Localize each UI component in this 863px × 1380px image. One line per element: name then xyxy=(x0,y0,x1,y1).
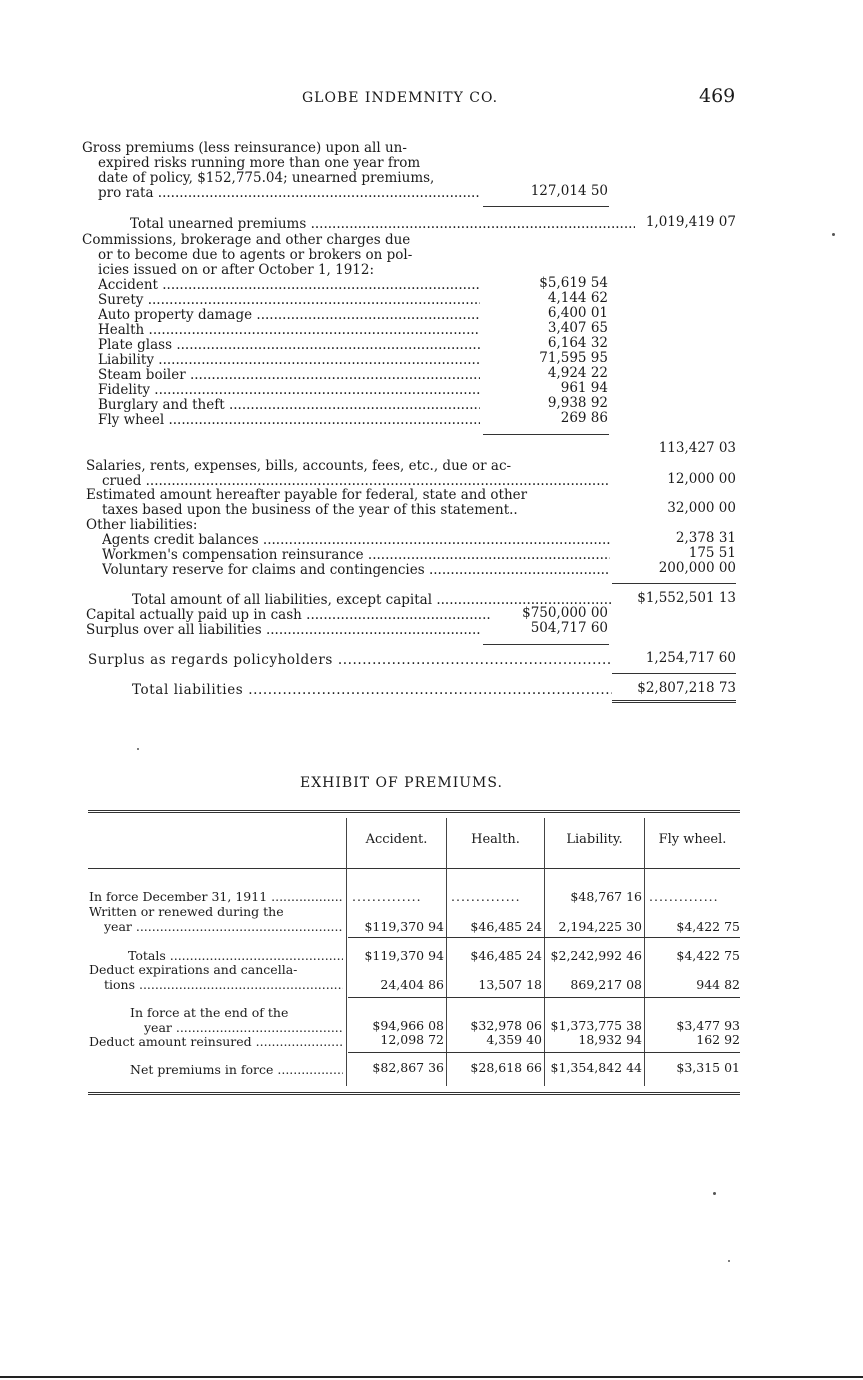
table-cell: 13,507 18 xyxy=(478,977,542,992)
column-divider xyxy=(446,818,447,1086)
commission-item-value: $5,619 54 xyxy=(539,275,608,291)
cell-rule xyxy=(348,937,740,938)
scan-speck xyxy=(728,1260,730,1262)
other-liability-label: Voluntary reserve for claims and contingencies ..... xyxy=(102,563,610,578)
subtotal-rule xyxy=(483,434,609,435)
commission-item-value: 4,924 22 xyxy=(547,365,608,381)
commission-item-value: 71,595 95 xyxy=(539,350,608,366)
table-row-label: year ..... xyxy=(144,1021,343,1035)
commissions-line: Commissions, brokerage and other charges due xyxy=(82,232,411,248)
table-row-label: year ..... xyxy=(104,920,343,934)
column-divider xyxy=(544,818,545,1086)
scan-speck xyxy=(137,748,139,750)
table-cell: $94,966 08 xyxy=(372,1018,444,1033)
surplus-policyholders-value: 1,254,717 60 xyxy=(645,650,736,666)
column-divider xyxy=(644,818,645,1086)
table-cell: 18,932 94 xyxy=(578,1032,642,1047)
other-liability-label: Workmen's compensation reinsurance ..... xyxy=(102,548,610,563)
gross-premiums-value: 127,014 50 xyxy=(530,183,608,199)
column-header: Health. xyxy=(471,832,520,847)
grand-total-double-rule xyxy=(612,700,736,703)
surplus-label: Surplus over all liabilities ..... xyxy=(86,623,480,638)
table-cell: $48,767 16 xyxy=(570,889,642,904)
commission-item-label: Burglary and theft ..... xyxy=(98,398,480,413)
page-number: 469 xyxy=(699,85,736,107)
commission-item-value: 961 94 xyxy=(560,380,608,396)
table-row-label: Totals ..... xyxy=(128,949,343,963)
empty-cell-leader: .............. xyxy=(352,890,422,904)
taxes-line: taxes based upon the business of the year of this statement.. xyxy=(102,502,518,518)
table-cell: 944 82 xyxy=(696,977,740,992)
surplus-value: 504,717 60 xyxy=(530,620,608,636)
table-cell: $1,354,842 44 xyxy=(550,1060,642,1075)
salaries-line: Salaries, rents, expenses, bills, accounts, fees, etc., due or ac- xyxy=(86,458,512,474)
table-top-rule xyxy=(88,810,740,813)
commission-item-label: Accident ..... xyxy=(98,278,480,293)
table-row-label: Net premiums in force ..... xyxy=(130,1063,343,1077)
column-divider xyxy=(346,818,347,1086)
commission-item-label: Plate glass ..... xyxy=(98,338,480,353)
commissions-total: 113,427 03 xyxy=(658,440,736,456)
table-cell: $32,978 06 xyxy=(470,1018,542,1033)
table-bottom-rule xyxy=(88,1092,740,1095)
cell-rule xyxy=(348,997,740,998)
scan-speck xyxy=(832,233,835,236)
empty-cell-leader: .............. xyxy=(649,890,719,904)
total-all-liabilities-label: Total amount of all liabilities, except capital ..... xyxy=(132,593,612,608)
table-cell: 869,217 08 xyxy=(570,977,642,992)
table-cell: $3,315 01 xyxy=(676,1060,740,1075)
column-header: Liability. xyxy=(566,832,623,847)
empty-cell-leader: .............. xyxy=(451,890,521,904)
commissions-line: or to become due to agents or brokers on pol- xyxy=(98,247,413,263)
commission-item-label: Fly wheel ..... xyxy=(98,413,480,428)
table-cell: $119,370 94 xyxy=(364,919,444,934)
running-header: GLOBE INDEMNITY CO. xyxy=(302,90,499,106)
other-liabilities-heading: Other liabilities: xyxy=(86,517,198,533)
commission-item-value: 6,164 32 xyxy=(547,335,608,351)
subtotal-rule xyxy=(612,673,736,674)
gross-premiums-line: pro rata ..... xyxy=(98,186,480,201)
total-liabilities-label: Total liabilities ..... xyxy=(132,683,612,698)
commission-item-label: Liability ..... xyxy=(98,353,480,368)
capital-label: Capital actually paid up in cash ..... xyxy=(86,608,490,623)
commission-item-label: Steam boiler ..... xyxy=(98,368,480,383)
commission-item-value: 3,407 65 xyxy=(547,320,608,336)
exhibit-title: EXHIBIT OF PREMIUMS. xyxy=(300,775,503,791)
gross-premiums-line: expired risks running more than one year from xyxy=(98,155,421,171)
cell-rule xyxy=(348,1052,740,1053)
table-cell: $82,867 36 xyxy=(372,1060,444,1075)
table-cell: 2,194,225 30 xyxy=(558,919,642,934)
commission-item-value: 6,400 01 xyxy=(547,305,608,321)
commissions-line: icies issued on or after October 1, 1912: xyxy=(98,262,375,278)
column-header: Fly wheel. xyxy=(658,832,727,847)
gross-premiums-line: Gross premiums (less reinsurance) upon all un- xyxy=(82,140,407,156)
table-row-label: In force December 31, 1911 ..... xyxy=(89,890,343,904)
header-rule xyxy=(88,868,740,869)
table-cell: $28,618 66 xyxy=(470,1060,542,1075)
table-row-label: tions ..... xyxy=(104,978,343,992)
table-row-label: Deduct amount reinsured ..... xyxy=(89,1035,343,1049)
table-cell: 12,098 72 xyxy=(380,1032,444,1047)
subtotal-rule xyxy=(483,644,609,645)
commission-item-label: Fidelity ..... xyxy=(98,383,480,398)
table-cell: $4,422 75 xyxy=(676,919,740,934)
commission-item-value: 4,144 62 xyxy=(547,290,608,306)
capital-value: $750,000 00 xyxy=(522,605,608,621)
total-unearned-value: 1,019,419 07 xyxy=(645,214,736,230)
column-header: Accident. xyxy=(365,832,428,847)
surplus-policyholders-label: Surplus as regards policyholders ..... xyxy=(88,653,612,668)
subtotal-rule xyxy=(483,206,609,207)
table-row-label: Deduct expirations and cancella- xyxy=(89,962,298,977)
commission-item-label: Surety ..... xyxy=(98,293,480,308)
scan-speck xyxy=(713,1192,716,1195)
table-cell: $2,242,992 46 xyxy=(550,948,642,963)
scan-edge xyxy=(0,1376,863,1378)
salaries-value: 12,000 00 xyxy=(667,471,736,487)
subtotal-rule xyxy=(612,583,736,584)
gross-premiums-line: date of policy, $152,775.04; unearned premiums, xyxy=(98,170,435,186)
total-liabilities-value: $2,807,218 73 xyxy=(637,680,736,696)
commission-item-label: Health ..... xyxy=(98,323,480,338)
total-all-liabilities-value: $1,552,501 13 xyxy=(637,590,736,606)
salaries-line: crued ..... xyxy=(102,474,610,489)
table-cell: $46,485 24 xyxy=(470,948,542,963)
other-liability-value: 2,378 31 xyxy=(675,530,736,546)
table-cell: $3,477 93 xyxy=(676,1018,740,1033)
other-liability-value: 200,000 00 xyxy=(658,560,736,576)
table-cell: $46,485 24 xyxy=(470,919,542,934)
total-unearned-label: Total unearned premiums ..... xyxy=(130,217,635,232)
taxes-value: 32,000 00 xyxy=(667,500,736,516)
commission-item-value: 9,938 92 xyxy=(547,395,608,411)
other-liability-label: Agents credit balances ..... xyxy=(102,533,610,548)
table-cell: $4,422 75 xyxy=(676,948,740,963)
commission-item-value: 269 86 xyxy=(560,410,608,426)
other-liability-value: 175 51 xyxy=(688,545,736,561)
table-cell: 162 92 xyxy=(696,1032,740,1047)
table-cell: 24,404 86 xyxy=(380,977,444,992)
table-cell: $1,373,775 38 xyxy=(550,1018,642,1033)
taxes-line: Estimated amount hereafter payable for federal, state and other xyxy=(86,487,528,503)
commission-item-label: Auto property damage ..... xyxy=(98,308,480,323)
table-cell: 4,359 40 xyxy=(486,1032,542,1047)
table-row-label: Written or renewed during the xyxy=(89,904,284,919)
table-row-label: In force at the end of the xyxy=(130,1005,289,1020)
table-cell: $119,370 94 xyxy=(364,948,444,963)
